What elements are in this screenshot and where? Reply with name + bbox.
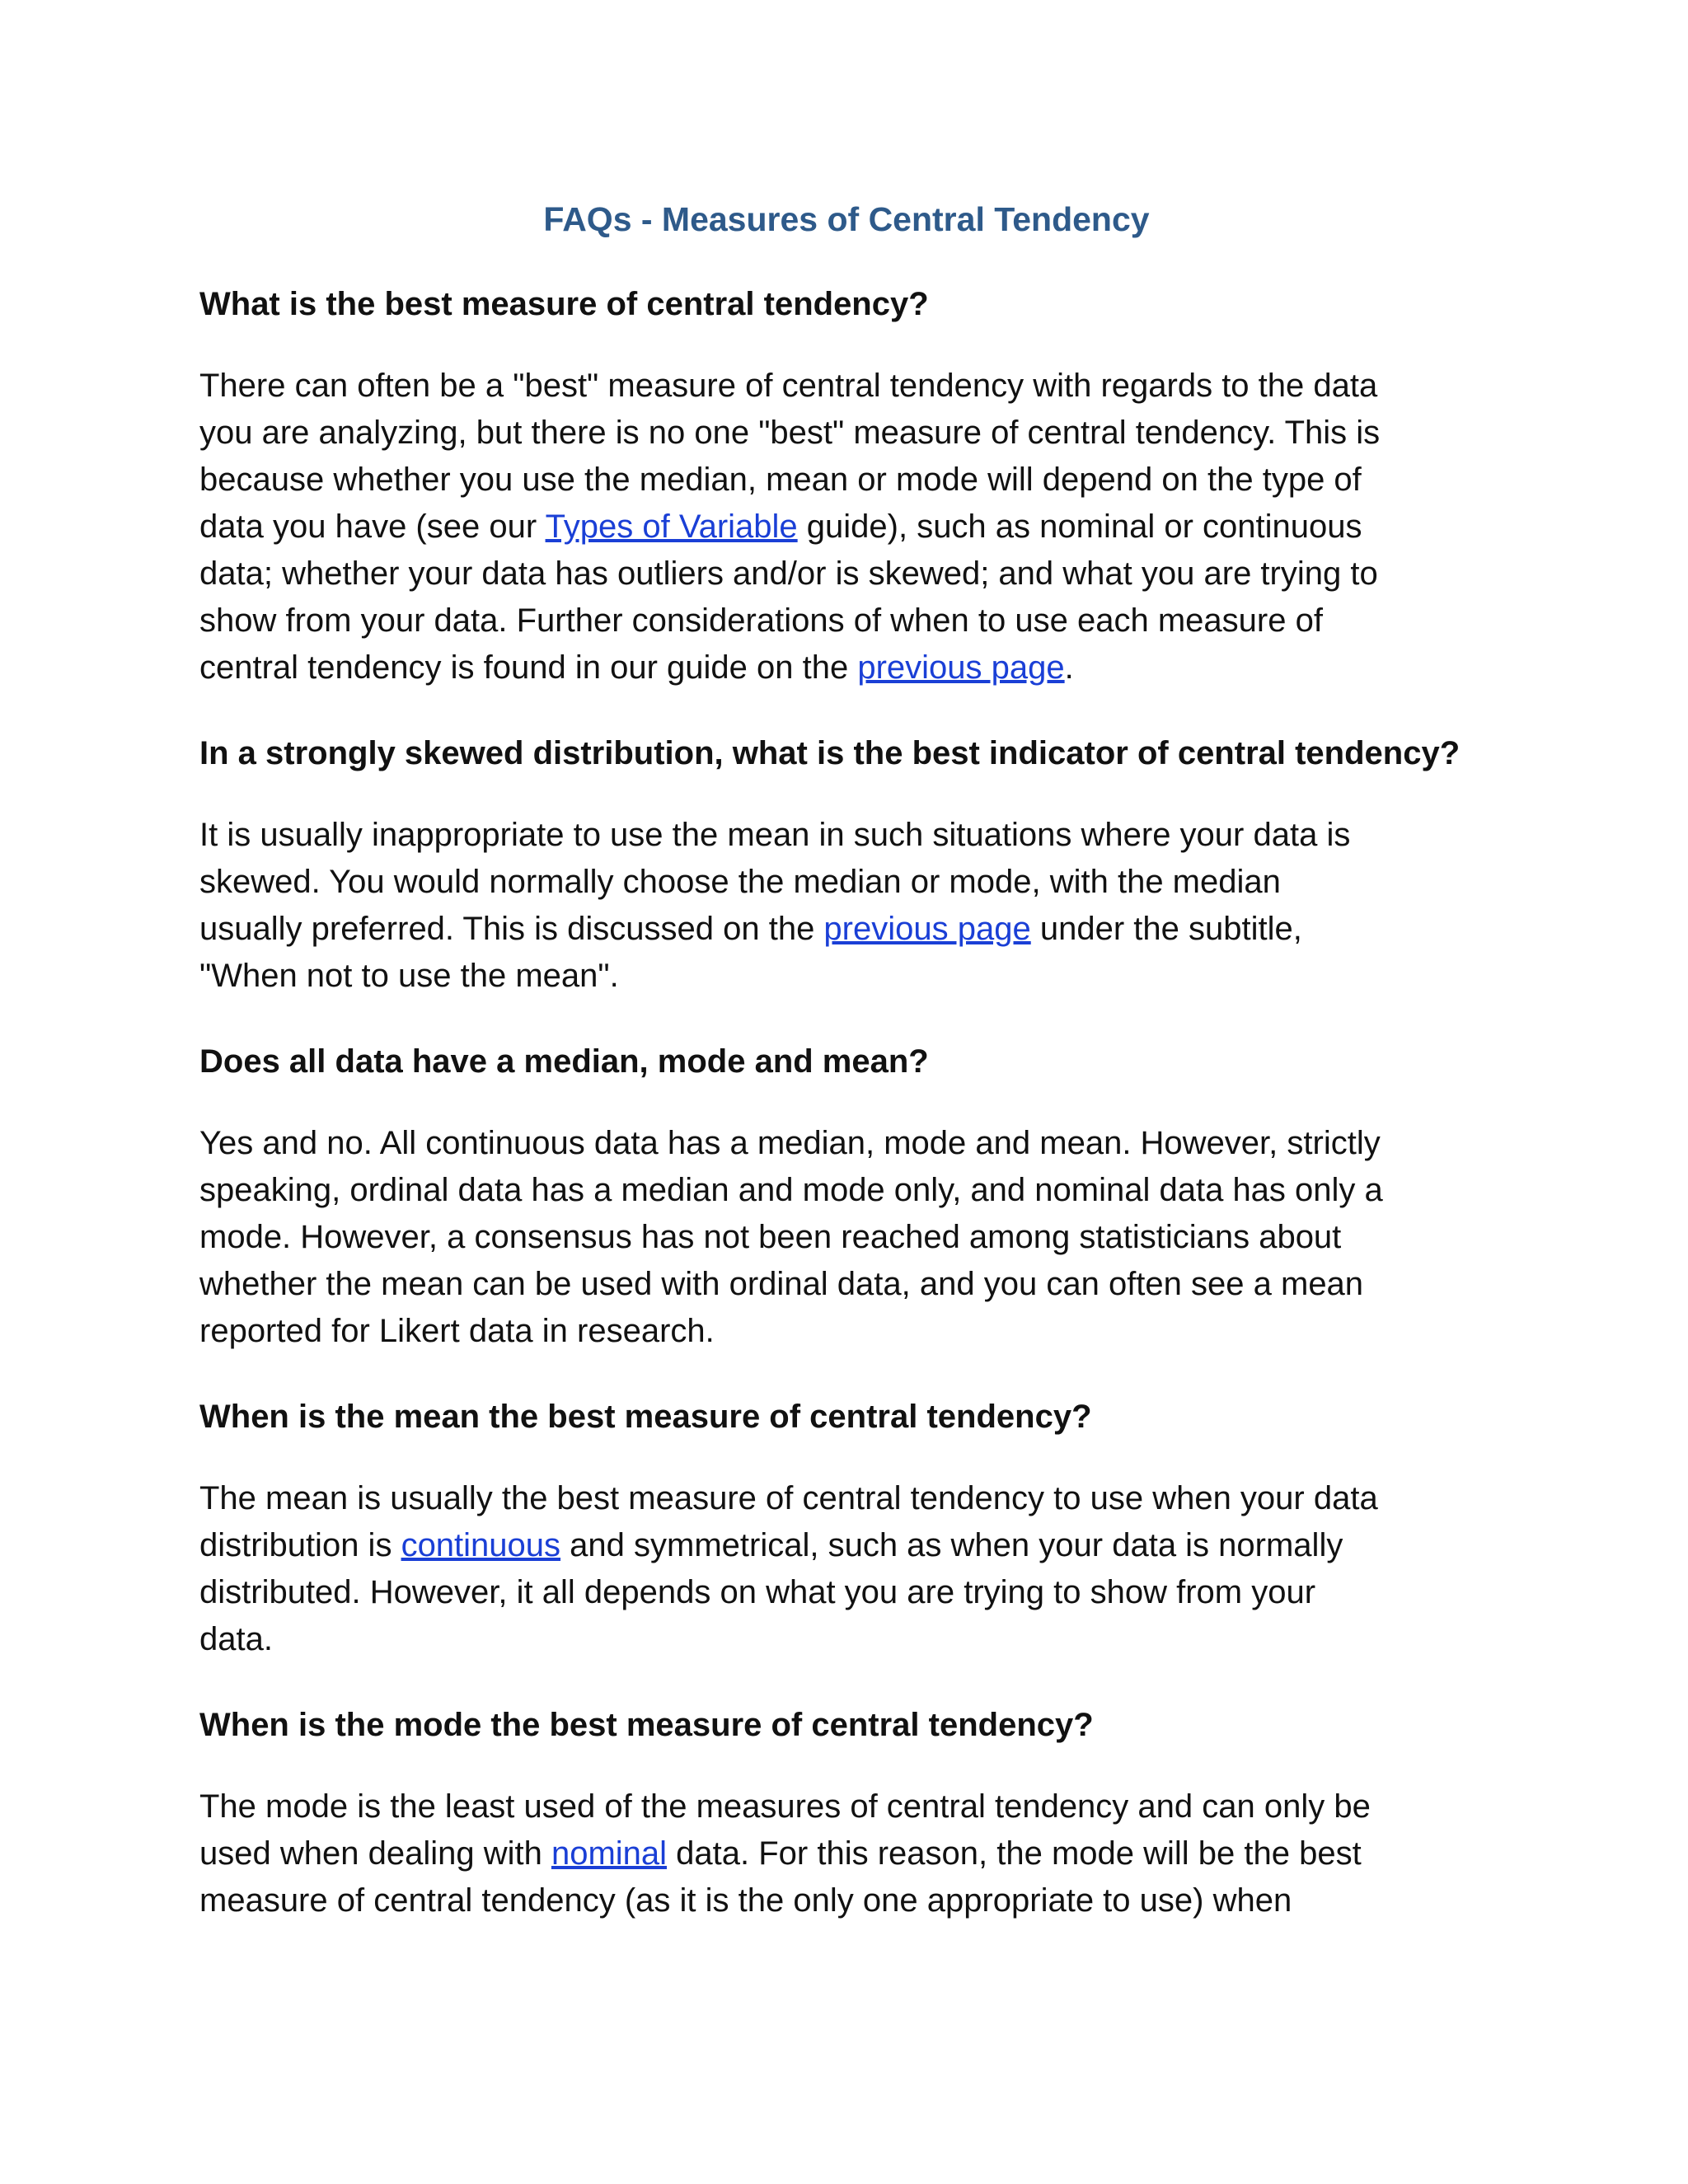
faq-answer [199, 1475, 1493, 1663]
answer-text: reported for Likert data in research. [199, 1313, 715, 1349]
link-types-of-variable[interactable]: Types of Variable [545, 509, 798, 545]
answer-text: and symmetrical, such as when your data is normally [560, 1527, 1343, 1563]
answer-text: you are analyzing, but there is no one "best" measure of central tendency. This is [199, 415, 1381, 451]
faq-question: When is the mode the best measure of central tendency? [199, 1707, 1094, 1743]
answer-text: distribution is [199, 1527, 401, 1563]
answer-line [199, 1522, 1493, 1569]
faq-item [199, 1038, 1493, 1355]
answer-text: central tendency is found in our guide on the [199, 649, 858, 686]
answer-text: The mode is the least used of the measures of central tendency and can only be [199, 1788, 1371, 1825]
answer-text: because whether you use the median, mean or mode will depend on the type of [199, 462, 1362, 498]
answer-text: data; whether your data has outliers and/or is skewed; and what you are trying to [199, 555, 1378, 592]
faq-item [199, 1393, 1493, 1663]
answer-text: under the subtitle, [1030, 911, 1302, 947]
answer-line [199, 410, 1493, 457]
answer-line [199, 1120, 1493, 1167]
answer-text: . [1064, 649, 1074, 686]
link-previous-page[interactable]: previous page [857, 649, 1065, 686]
answer-line [199, 504, 1493, 551]
faq-answer [199, 363, 1493, 691]
faq-question: Does all data have a median, mode and mean? [199, 1043, 929, 1080]
answer-line [199, 812, 1493, 859]
answer-text: usually preferred. This is discussed on the [199, 911, 824, 947]
answer-line [199, 1308, 1493, 1355]
answer-text: guide), such as nominal or continuous [797, 509, 1362, 545]
document-page [199, 194, 1493, 1962]
link-continuous[interactable]: continuous [401, 1527, 561, 1563]
faq-answer [199, 1120, 1493, 1355]
faq-item [199, 280, 1493, 691]
answer-line [199, 1167, 1493, 1214]
answer-text: There can often be a "best" measure of central tendency with regards to the data [199, 368, 1378, 404]
link-nominal[interactable]: nominal [551, 1835, 668, 1872]
answer-line [199, 1830, 1493, 1877]
answer-text: speaking, ordinal data has a median and mode only, and nominal data has only a [199, 1172, 1383, 1208]
faq-question: What is the best measure of central tendency? [199, 286, 929, 322]
answer-line [199, 363, 1493, 410]
faq-question: In a strongly skewed distribution, what is the best indicator of central tendency? [199, 735, 1461, 771]
answer-text: It is usually inappropriate to use the mean in such situations where your data is [199, 817, 1351, 853]
faq-answer [199, 1783, 1493, 1924]
answer-line [199, 1616, 1493, 1663]
answer-line [199, 1783, 1493, 1830]
answer-text: "When not to use the mean". [199, 958, 619, 994]
answer-text: used when dealing with [199, 1835, 551, 1872]
answer-text: measure of central tendency (as it is the only one appropriate to use) when [199, 1882, 1292, 1919]
answer-line [199, 1261, 1493, 1308]
answer-text: show from your data. Further considerations of when to use each measure of [199, 602, 1323, 639]
faq-question: When is the mean the best measure of central tendency? [199, 1399, 1092, 1435]
faq-item [199, 1701, 1493, 1924]
link-previous-page[interactable]: previous page [823, 911, 1031, 947]
answer-line [199, 644, 1493, 691]
faq-list [199, 280, 1493, 1924]
answer-line [199, 1877, 1493, 1924]
answer-text: mode. However, a consensus has not been reached among statisticians about [199, 1219, 1342, 1255]
answer-text: data. For this reason, the mode will be the best [667, 1835, 1362, 1872]
answer-line [199, 906, 1493, 953]
answer-line [199, 598, 1493, 644]
answer-text: skewed. You would normally choose the median or mode, with the median [199, 864, 1281, 900]
answer-line [199, 1569, 1493, 1616]
answer-line [199, 1475, 1493, 1522]
answer-line [199, 859, 1493, 906]
answer-text: distributed. However, it all depends on what you are trying to show from your [199, 1574, 1316, 1610]
answer-line [199, 551, 1493, 598]
answer-text: Yes and no. All continuous data has a median, mode and mean. However, strictly [199, 1125, 1381, 1161]
answer-line [199, 1214, 1493, 1261]
answer-text: The mean is usually the best measure of central tendency to use when your data [199, 1480, 1378, 1516]
faq-answer [199, 812, 1493, 1000]
answer-line [199, 953, 1493, 1000]
answer-text: whether the mean can be used with ordinal data, and you can often see a mean [199, 1266, 1364, 1302]
page-title: FAQs - Measures of Central Tendency [543, 200, 1150, 238]
faq-item [199, 729, 1493, 1000]
answer-text: data. [199, 1621, 273, 1657]
answer-line [199, 457, 1493, 504]
answer-text: data you have (see our [199, 509, 546, 545]
